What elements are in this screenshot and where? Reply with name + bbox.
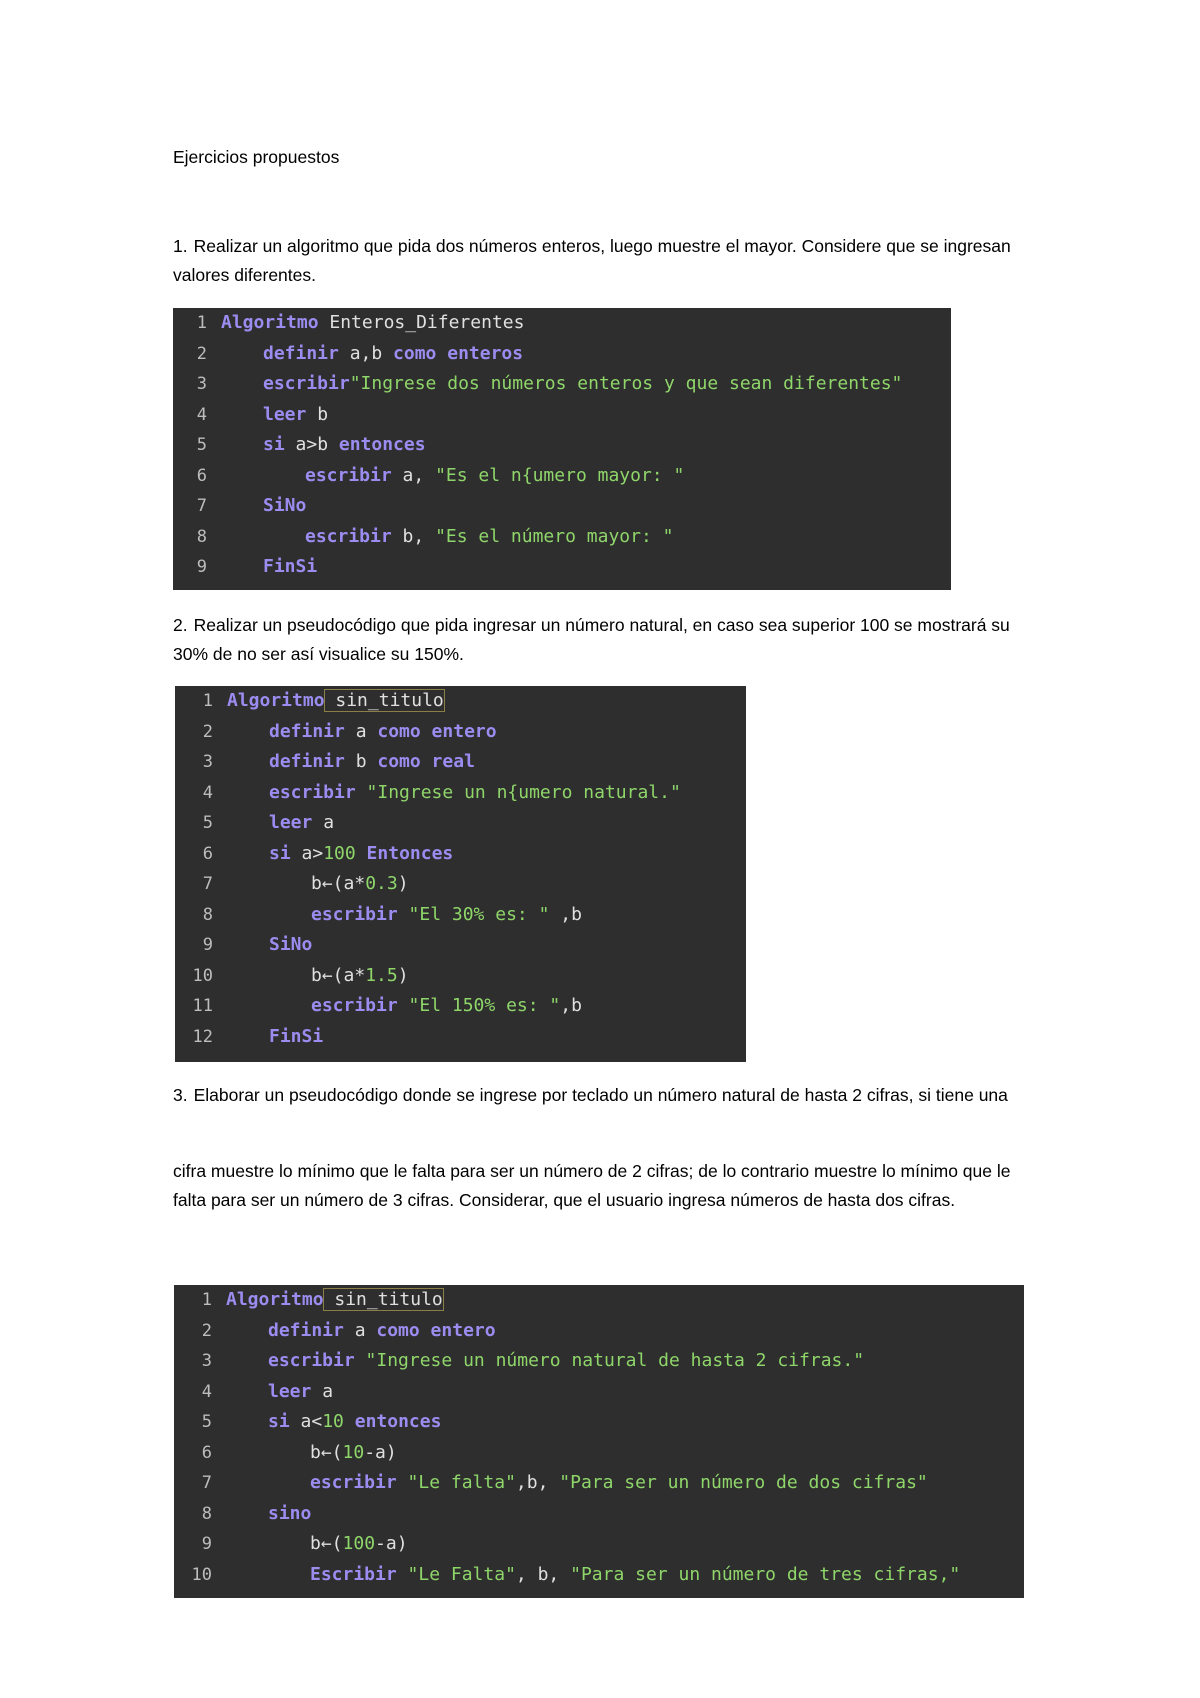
line-number: 2 bbox=[201, 1320, 212, 1341]
code-line bbox=[174, 1407, 441, 1438]
code-keyword: Algoritmo bbox=[221, 312, 319, 333]
code-line bbox=[174, 1499, 311, 1530]
code-line bbox=[174, 1438, 397, 1469]
code-string: "Le falta" bbox=[396, 1472, 516, 1493]
exercise-2-code-block bbox=[175, 686, 746, 1062]
line-number: 5 bbox=[201, 1412, 212, 1432]
code-string: "El 150% es: " bbox=[397, 995, 561, 1016]
code-text: b←( bbox=[310, 1533, 343, 1554]
code-text: ) bbox=[397, 964, 409, 986]
exercise-2-text: Realizar un pseudocódigo que pida ingresar un número natural, en caso sea superior 100 se mostrará su 30% de no ser así visualice su 150%. bbox=[173, 615, 1010, 664]
line-number: 12 bbox=[192, 1026, 213, 1047]
line-number: 7 bbox=[201, 1473, 212, 1493]
code-line bbox=[174, 1377, 333, 1408]
code-string: "Ingrese un n{umero natural." bbox=[355, 781, 681, 803]
line-number: 5 bbox=[202, 813, 213, 833]
line-number: 9 bbox=[202, 935, 213, 955]
code-keyword: leer bbox=[269, 812, 313, 833]
code-line bbox=[174, 1285, 443, 1316]
code-line bbox=[175, 961, 409, 992]
code-text: a< bbox=[289, 1411, 323, 1432]
code-text: a bbox=[343, 1319, 377, 1341]
code-text: sin_titulo bbox=[324, 690, 444, 711]
line-number: 10 bbox=[191, 1564, 212, 1585]
code-line bbox=[173, 369, 902, 400]
code-keyword: como enteros bbox=[393, 342, 524, 364]
line-number: 8 bbox=[202, 904, 213, 925]
code-line bbox=[175, 839, 453, 870]
code-keyword: escribir bbox=[305, 464, 392, 486]
code-text: a bbox=[311, 1380, 334, 1402]
exercise-2-number: 2. bbox=[173, 615, 188, 635]
code-keyword: definir bbox=[263, 342, 339, 364]
code-keyword: definir bbox=[269, 751, 345, 772]
line-number: 5 bbox=[196, 435, 207, 455]
line-number: 3 bbox=[201, 1351, 212, 1371]
code-line bbox=[175, 900, 582, 931]
code-text: ,b bbox=[560, 995, 582, 1016]
code-keyword: Algoritmo bbox=[227, 690, 325, 711]
code-keyword: definir bbox=[269, 720, 345, 742]
code-text: a>b bbox=[284, 434, 339, 455]
exercise-3-text-a: Elaborar un pseudocódigo donde se ingrese por teclado un número natural de hasta 2 cifras, si tiene una bbox=[193, 1085, 1008, 1105]
line-number: 9 bbox=[196, 557, 207, 577]
line-number: 8 bbox=[201, 1503, 212, 1524]
code-keyword: como entero bbox=[376, 1319, 496, 1341]
code-keyword: si bbox=[268, 1411, 290, 1432]
code-text: a,b bbox=[338, 342, 394, 364]
code-text: b bbox=[344, 751, 378, 772]
code-keyword: escribir bbox=[263, 373, 350, 394]
code-number: 10 bbox=[322, 1411, 344, 1432]
code-line bbox=[173, 339, 523, 370]
code-text: , b, bbox=[515, 1563, 571, 1585]
code-line bbox=[175, 808, 334, 839]
code-line bbox=[174, 1529, 408, 1560]
code-text: b bbox=[306, 403, 329, 425]
code-number: 100 bbox=[323, 842, 356, 864]
code-string: "Le Falta" bbox=[396, 1563, 516, 1585]
line-number: 1 bbox=[202, 691, 213, 711]
code-text: a, bbox=[391, 464, 436, 486]
exercise-1-text: Realizar un algoritmo que pida dos números enteros, luego muestre el mayor. Considere que se ingresan valores diferentes. bbox=[173, 236, 1011, 285]
line-number: 11 bbox=[192, 996, 213, 1016]
line-number: 9 bbox=[201, 1534, 212, 1554]
line-number: 1 bbox=[196, 313, 207, 333]
code-line bbox=[173, 308, 524, 339]
line-number: 7 bbox=[202, 874, 213, 894]
code-keyword: escribir bbox=[310, 1472, 397, 1493]
exercise-1-statement bbox=[173, 232, 1033, 290]
code-keyword: como real bbox=[377, 751, 475, 772]
code-text: b←( bbox=[310, 1441, 343, 1463]
code-keyword: leer bbox=[263, 403, 307, 425]
code-string: "Para ser un número de tres cifras," bbox=[570, 1563, 961, 1585]
code-text: -a) bbox=[364, 1441, 397, 1463]
code-line bbox=[175, 778, 681, 809]
line-number: 4 bbox=[202, 782, 213, 803]
code-line bbox=[174, 1560, 960, 1591]
code-text: -a) bbox=[375, 1533, 408, 1554]
code-keyword: Escribir bbox=[310, 1563, 397, 1585]
line-number: 3 bbox=[202, 752, 213, 772]
line-number: 4 bbox=[201, 1381, 212, 1402]
code-line bbox=[175, 869, 409, 900]
code-string: "Es el número mayor: " bbox=[435, 525, 674, 547]
exercise-3-statement bbox=[173, 1081, 1033, 1110]
code-line bbox=[175, 686, 444, 717]
code-string: "Ingrese un número natural de hasta 2 cifras." bbox=[354, 1350, 865, 1371]
line-number: 6 bbox=[196, 465, 207, 486]
code-number: 0.3 bbox=[365, 873, 398, 894]
code-line bbox=[175, 1022, 323, 1053]
code-keyword: Algoritmo bbox=[226, 1289, 324, 1310]
code-keyword: escribir bbox=[311, 903, 398, 925]
code-string: "Es el n{umero mayor: " bbox=[435, 464, 685, 486]
code-string: "El 30% es: " bbox=[397, 903, 550, 925]
line-number: 6 bbox=[202, 843, 213, 864]
code-number: 100 bbox=[342, 1533, 376, 1554]
code-line bbox=[173, 552, 317, 583]
line-number: 8 bbox=[196, 526, 207, 547]
code-text: sin_titulo bbox=[323, 1289, 443, 1310]
exercise-3-text-b: cifra muestre lo mínimo que le falta para ser un número de 2 cifras; de lo contrario muestre lo mínimo que le falta para ser un número de 3 cifras. Considerar, que el usuario ingresa números de hasta dos cifras. bbox=[173, 1161, 1011, 1210]
code-keyword: entonces bbox=[338, 434, 426, 455]
code-keyword: FinSi bbox=[269, 1025, 324, 1047]
line-number: 1 bbox=[201, 1290, 212, 1310]
code-line bbox=[173, 430, 426, 461]
line-number: 2 bbox=[202, 721, 213, 742]
code-keyword: SiNo bbox=[269, 934, 313, 955]
code-keyword: leer bbox=[268, 1380, 312, 1402]
exercise-1-code-block bbox=[173, 308, 951, 590]
code-text: a bbox=[344, 720, 378, 742]
code-keyword: sino bbox=[268, 1502, 312, 1524]
code-text: Enteros_Diferentes bbox=[318, 312, 525, 333]
code-line bbox=[174, 1346, 864, 1377]
code-keyword: Entonces bbox=[355, 842, 454, 864]
code-line bbox=[174, 1468, 928, 1499]
code-keyword: escribir bbox=[269, 781, 356, 803]
code-line bbox=[174, 1316, 496, 1347]
code-text: ) bbox=[397, 873, 409, 894]
code-keyword: escribir bbox=[311, 995, 398, 1016]
code-text: ,b bbox=[549, 903, 582, 925]
code-keyword: SiNo bbox=[263, 495, 307, 516]
line-number: 10 bbox=[192, 965, 213, 986]
code-line bbox=[173, 491, 306, 522]
code-line bbox=[175, 930, 312, 961]
code-number: 1.5 bbox=[365, 964, 398, 986]
line-number: 4 bbox=[196, 404, 207, 425]
code-keyword: entonces bbox=[343, 1411, 442, 1432]
line-number: 7 bbox=[196, 496, 207, 516]
code-keyword: FinSi bbox=[263, 556, 318, 577]
code-line bbox=[175, 717, 497, 748]
code-keyword: si bbox=[269, 842, 291, 864]
line-number: 6 bbox=[201, 1442, 212, 1463]
code-keyword: escribir bbox=[268, 1350, 355, 1371]
exercise-1-number: 1. bbox=[173, 236, 188, 256]
code-line bbox=[175, 991, 582, 1022]
code-line bbox=[175, 747, 475, 778]
exercise-3-code-block bbox=[174, 1285, 1024, 1598]
code-text: a bbox=[312, 812, 335, 833]
exercise-2-statement bbox=[173, 611, 1033, 669]
code-keyword: si bbox=[263, 434, 285, 455]
line-number: 2 bbox=[196, 343, 207, 364]
code-number: 10 bbox=[342, 1441, 365, 1463]
exercise-3-number: 3. bbox=[173, 1085, 188, 1105]
code-line bbox=[173, 461, 684, 492]
line-number: 3 bbox=[196, 374, 207, 394]
code-text: ,b, bbox=[515, 1472, 560, 1493]
code-text: b, bbox=[391, 525, 436, 547]
code-line bbox=[173, 400, 328, 431]
code-string: "Ingrese dos números enteros y que sean diferentes" bbox=[349, 373, 903, 394]
code-line bbox=[173, 522, 673, 553]
code-text: b←(a* bbox=[311, 873, 366, 894]
code-string: "Para ser un número de dos cifras" bbox=[559, 1472, 928, 1493]
code-text: a> bbox=[290, 842, 324, 864]
code-keyword: definir bbox=[268, 1319, 344, 1341]
code-keyword: como entero bbox=[377, 720, 497, 742]
code-text: b←(a* bbox=[311, 964, 366, 986]
page-title: Ejercicios propuestos bbox=[173, 147, 340, 167]
code-keyword: escribir bbox=[305, 525, 392, 547]
